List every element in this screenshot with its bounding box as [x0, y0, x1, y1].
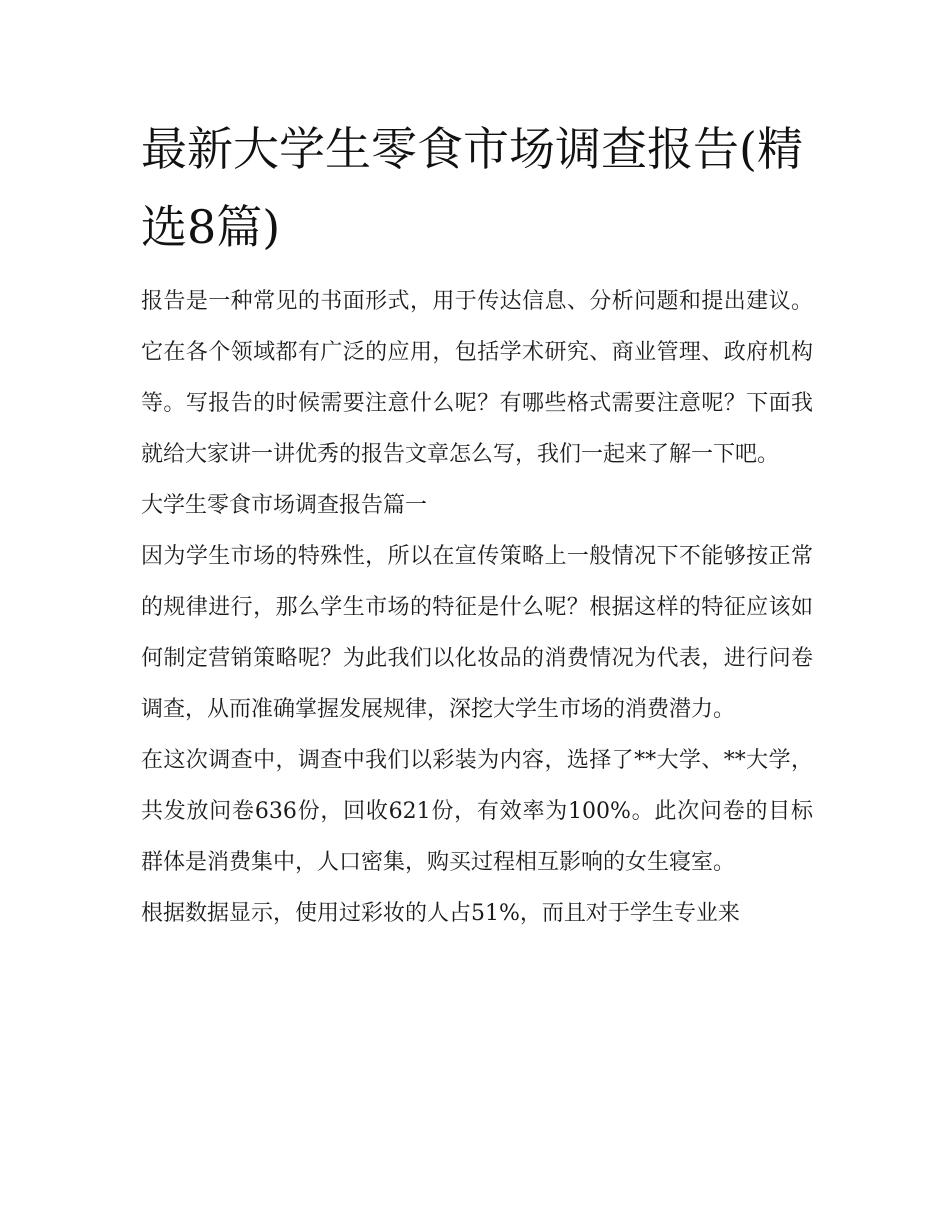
body-paragraph: 在这次调查中，调查中我们以彩装为内容，选择了**大学、**大学，共发放问卷636份，回收621份，有效率为100%。此次问卷的目标群体是消费集中，人口密集，购买过程相互影响的女生寝室。	[141, 748, 813, 875]
document-content	[141, 110, 813, 939]
body-paragraph: 因为学生市场的特殊性，所以在宣传策略上一般情况下不能够按正常的规律进行，那么学生市场的特征是什么呢？根据这样的特征应该如何制定营销策略呢？为此我们以化妆品的消费情况为代表，进行问卷调查，从而准确掌握发展规律，深挖大学生市场的消费潜力。	[141, 544, 813, 722]
document-title: 最新大学生零食市场调查报告(精选8篇)	[141, 122, 803, 254]
section-heading: 大学生零食市场调查报告篇一	[141, 493, 428, 518]
body-paragraph: 根据数据显示，使用过彩妆的人占51%，而且对于学生专业来	[141, 901, 740, 926]
intro-paragraph: 报告是一种常见的书面形式，用于传达信息、分析问题和提出建议。它在各个领域都有广泛的应用，包括学术研究、商业管理、政府机构等。写报告的时候需要注意什么呢？有哪些格式需要注意呢？下面我就给大家讲一讲优秀的报告文章怎么写，我们一起来了解一下吧。	[141, 289, 813, 467]
